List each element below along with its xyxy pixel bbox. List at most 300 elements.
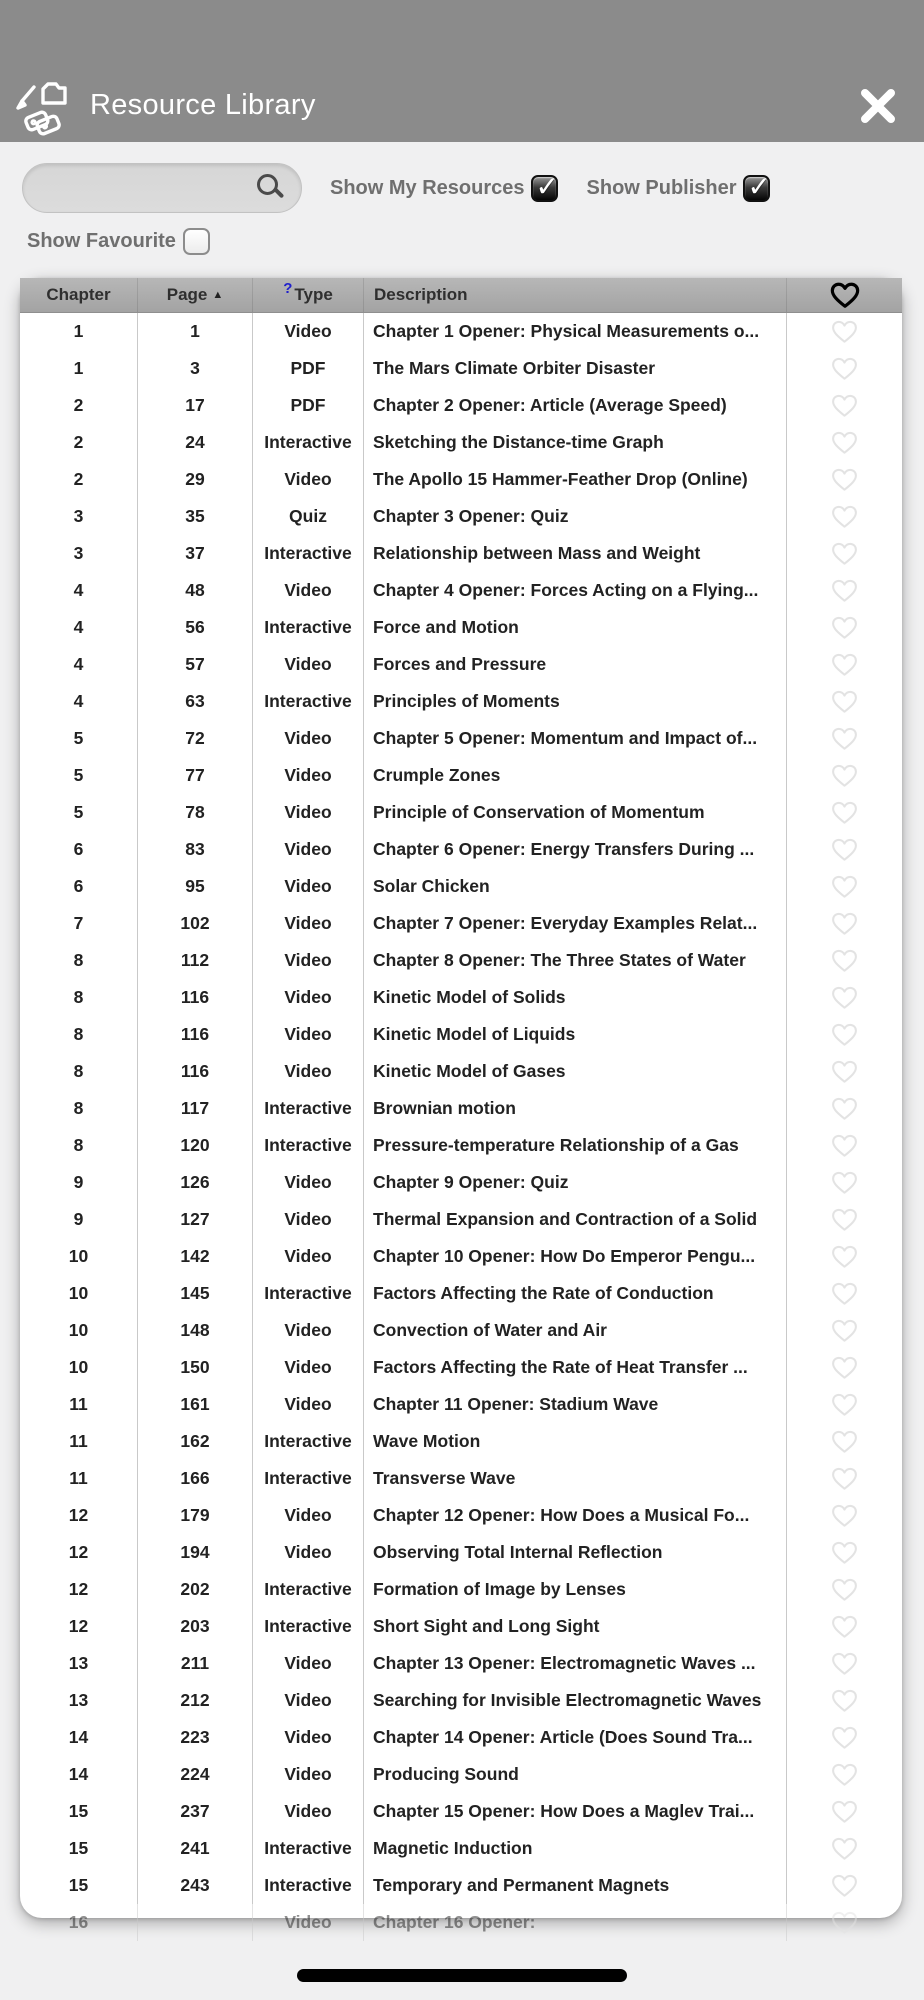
favourite-heart-icon	[831, 1726, 858, 1750]
cell-chapter: 5	[20, 720, 138, 757]
favourite-toggle-button[interactable]	[831, 1171, 858, 1195]
table-row[interactable]	[20, 1016, 902, 1053]
cell-page: 83	[138, 831, 253, 868]
show-publisher-label: Show Publisher	[586, 176, 737, 199]
favourite-toggle-button[interactable]	[831, 320, 858, 344]
cell-type: Video	[253, 1497, 364, 1534]
cell-page: 224	[138, 1756, 253, 1793]
cell-page: 150	[138, 1349, 253, 1386]
cell-type: Video	[253, 1756, 364, 1793]
table-row[interactable]	[20, 1349, 902, 1386]
favourite-toggle-button[interactable]	[831, 1060, 858, 1084]
table-row[interactable]	[20, 1127, 902, 1164]
cell-description: Sketching the Distance-time Graph	[364, 424, 787, 461]
cell-chapter: 9	[20, 1201, 138, 1238]
cell-type: Quiz	[253, 498, 364, 535]
table-row[interactable]	[20, 1201, 902, 1238]
cell-chapter: 3	[20, 498, 138, 535]
cell-chapter: 6	[20, 831, 138, 868]
cell-chapter: 2	[20, 461, 138, 498]
cell-description: Chapter 13 Opener: Electromagnetic Waves ...	[364, 1645, 787, 1682]
cell-description: Crumple Zones	[364, 757, 787, 794]
favourite-heart-icon	[831, 1800, 858, 1824]
show-publisher-checkbox[interactable]	[743, 175, 770, 202]
cell-description: Kinetic Model of Gases	[364, 1053, 787, 1090]
cell-page: 102	[138, 905, 253, 942]
cell-chapter: 13	[20, 1682, 138, 1719]
cell-type: Video	[253, 1534, 364, 1571]
cell-chapter: 10	[20, 1349, 138, 1386]
cell-page: 78	[138, 794, 253, 831]
cell-chapter: 8	[20, 1016, 138, 1053]
cell-page: 116	[138, 1016, 253, 1053]
cell-type: Video	[253, 1793, 364, 1830]
cell-type: PDF	[253, 387, 364, 424]
favourite-toggle-button[interactable]	[831, 653, 858, 677]
cell-page: 166	[138, 1460, 253, 1497]
favourite-heart-icon	[831, 875, 858, 899]
table-row[interactable]	[20, 1867, 902, 1904]
cell-description: The Mars Climate Orbiter Disaster	[364, 350, 787, 387]
cell-description: Chapter 3 Opener: Quiz	[364, 498, 787, 535]
cell-page: 117	[138, 1090, 253, 1127]
favourite-toggle-button[interactable]	[831, 1393, 858, 1417]
table-row[interactable]	[20, 831, 902, 868]
resource-table	[20, 278, 902, 1932]
table-row[interactable]	[20, 1312, 902, 1349]
cell-description: Chapter 15 Opener: How Does a Maglev Trai...	[364, 1793, 787, 1830]
cell-page: 17	[138, 387, 253, 424]
favourite-toggle-button[interactable]	[831, 394, 858, 418]
table-row[interactable]	[20, 1164, 902, 1201]
table-row[interactable]	[20, 979, 902, 1016]
favourite-heart-icon	[831, 1504, 858, 1528]
cell-type: Video	[253, 942, 364, 979]
favourite-heart-icon	[831, 542, 858, 566]
cell-page: 142	[138, 1238, 253, 1275]
table-row[interactable]	[20, 424, 902, 461]
cell-description: Chapter 2 Opener: Article (Average Speed)	[364, 387, 787, 424]
cell-description: Formation of Image by Lenses	[364, 1571, 787, 1608]
favourite-toggle-button[interactable]	[831, 1430, 858, 1454]
cell-chapter: 3	[20, 535, 138, 572]
cell-chapter: 9	[20, 1164, 138, 1201]
column-header-page[interactable]: Page ▲	[138, 278, 253, 312]
cell-type: Video	[253, 1645, 364, 1682]
favourite-toggle-button[interactable]	[831, 912, 858, 936]
cell-description: Observing Total Internal Reflection	[364, 1534, 787, 1571]
favourite-heart-icon	[831, 1874, 858, 1898]
cell-chapter: 8	[20, 1053, 138, 1090]
cell-type: Video	[253, 794, 364, 831]
cell-type: Interactive	[253, 1423, 364, 1460]
search-field-wrap	[22, 163, 302, 213]
cell-description: Chapter 9 Opener: Quiz	[364, 1164, 787, 1201]
favourite-heart-icon	[831, 1023, 858, 1047]
cell-chapter: 1	[20, 350, 138, 387]
favourite-heart-icon	[831, 1911, 858, 1935]
cell-chapter: 11	[20, 1423, 138, 1460]
favourite-toggle-button[interactable]	[831, 1689, 858, 1713]
table-body	[20, 313, 902, 1941]
cell-description: The Apollo 15 Hammer-Feather Drop (Online)	[364, 461, 787, 498]
cell-chapter: 12	[20, 1497, 138, 1534]
table-row[interactable]	[20, 868, 902, 905]
cell-page: 95	[138, 868, 253, 905]
cell-description: Chapter 1 Opener: Physical Measurements o...	[364, 313, 787, 350]
favourite-toggle-button[interactable]	[831, 875, 858, 899]
favourite-toggle-button[interactable]	[831, 1800, 858, 1824]
cell-page: 48	[138, 572, 253, 609]
cell-chapter: 4	[20, 683, 138, 720]
table-row[interactable]	[20, 498, 902, 535]
cell-page: 127	[138, 1201, 253, 1238]
favourite-toggle-button[interactable]	[831, 801, 858, 825]
table-row[interactable]	[20, 535, 902, 572]
cell-page: 116	[138, 979, 253, 1016]
favourite-heart-icon	[831, 505, 858, 529]
favourite-toggle-button[interactable]	[831, 1763, 858, 1787]
favourite-heart-icon	[831, 1171, 858, 1195]
cell-page: 35	[138, 498, 253, 535]
favourite-heart-icon	[831, 1837, 858, 1861]
favourite-heart-icon	[831, 1245, 858, 1269]
table-row[interactable]	[20, 683, 902, 720]
column-header-chapter[interactable]: Chapter	[20, 278, 138, 312]
cell-type: Video	[253, 831, 364, 868]
cell-chapter: 8	[20, 1127, 138, 1164]
page-title: Resource Library	[90, 89, 316, 121]
table-row[interactable]	[20, 1830, 902, 1867]
cell-description: Solar Chicken	[364, 868, 787, 905]
show-favourite-label: Show Favourite	[27, 229, 176, 252]
cell-type: Video	[253, 1238, 364, 1275]
cell-page	[138, 1904, 253, 1941]
table-row[interactable]	[20, 313, 902, 350]
table-row[interactable]	[20, 1534, 902, 1571]
cell-type: Video	[253, 905, 364, 942]
cell-type: Interactive	[253, 424, 364, 461]
cell-description: Chapter 14 Opener: Article (Does Sound Tra...	[364, 1719, 787, 1756]
cell-chapter: 16	[20, 1904, 138, 1941]
table-row[interactable]	[20, 1275, 902, 1312]
cell-type: Video	[253, 1682, 364, 1719]
cell-chapter: 14	[20, 1756, 138, 1793]
cell-description: Temporary and Permanent Magnets	[364, 1867, 787, 1904]
cell-chapter: 8	[20, 1090, 138, 1127]
cell-type: Video	[253, 1053, 364, 1090]
cell-description: Chapter 4 Opener: Forces Acting on a Flying...	[364, 572, 787, 609]
cell-chapter: 11	[20, 1460, 138, 1497]
favourite-heart-icon	[831, 1467, 858, 1491]
cell-chapter: 4	[20, 572, 138, 609]
favourite-toggle-button[interactable]	[831, 1245, 858, 1269]
show-my-resources-label: Show My Resources	[330, 176, 525, 199]
cell-page: 112	[138, 942, 253, 979]
table-row[interactable]	[20, 905, 902, 942]
search-icon	[257, 174, 278, 195]
resource-library-icon	[14, 80, 68, 138]
table-row[interactable]	[20, 1719, 902, 1756]
table-row[interactable]	[20, 942, 902, 979]
cell-description: Force and Motion	[364, 609, 787, 646]
cell-description: Short Sight and Long Sight	[364, 1608, 787, 1645]
cell-description: Transverse Wave	[364, 1460, 787, 1497]
cell-page: 3	[138, 350, 253, 387]
favourite-heart-icon	[831, 1356, 858, 1380]
cell-description: Magnetic Induction	[364, 1830, 787, 1867]
cell-type: Interactive	[253, 1127, 364, 1164]
cell-page: 241	[138, 1830, 253, 1867]
favourite-toggle-button[interactable]	[831, 1282, 858, 1306]
cell-page: 194	[138, 1534, 253, 1571]
cell-page: 116	[138, 1053, 253, 1090]
table-row[interactable]	[20, 1386, 902, 1423]
cell-chapter: 10	[20, 1312, 138, 1349]
cell-chapter: 5	[20, 757, 138, 794]
cell-type: PDF	[253, 350, 364, 387]
favourite-toggle-button[interactable]	[831, 431, 858, 455]
favourite-toggle-button[interactable]	[831, 986, 858, 1010]
favourite-toggle-button[interactable]	[831, 1467, 858, 1491]
favourite-heart-icon	[831, 357, 858, 381]
cell-type: Video	[253, 979, 364, 1016]
favourite-heart-icon	[831, 1652, 858, 1676]
favourite-toggle-button[interactable]	[831, 579, 858, 603]
favourite-filter-row	[27, 226, 210, 256]
cell-type: Interactive	[253, 1830, 364, 1867]
cell-description: Forces and Pressure	[364, 646, 787, 683]
favourite-toggle-button[interactable]	[831, 764, 858, 788]
favourite-toggle-button[interactable]	[831, 1726, 858, 1750]
cell-description: Chapter 6 Opener: Energy Transfers During ...	[364, 831, 787, 868]
favourite-toggle-button[interactable]	[831, 949, 858, 973]
table-row[interactable]	[20, 1423, 902, 1460]
cell-description: Factors Affecting the Rate of Conduction	[364, 1275, 787, 1312]
favourite-toggle-button[interactable]	[831, 1097, 858, 1121]
favourite-heart-icon	[831, 320, 858, 344]
cell-description: Chapter 5 Opener: Momentum and Impact of...	[364, 720, 787, 757]
favourite-toggle-button[interactable]	[831, 727, 858, 751]
cell-chapter: 8	[20, 979, 138, 1016]
cell-chapter: 7	[20, 905, 138, 942]
favourite-heart-icon	[831, 1763, 858, 1787]
cell-type: Video	[253, 757, 364, 794]
cell-description: Thermal Expansion and Contraction of a Solid	[364, 1201, 787, 1238]
favourite-toggle-button[interactable]	[831, 468, 858, 492]
cell-page: 29	[138, 461, 253, 498]
cell-chapter: 15	[20, 1867, 138, 1904]
show-my-resources-checkbox[interactable]	[531, 175, 558, 202]
favourite-toggle-button[interactable]	[831, 1541, 858, 1565]
table-row[interactable]	[20, 1645, 902, 1682]
favourite-heart-icon	[831, 1097, 858, 1121]
cell-description: Chapter 12 Opener: How Does a Musical Fo...	[364, 1497, 787, 1534]
show-favourite-checkbox[interactable]	[183, 228, 210, 255]
table-row[interactable]	[20, 609, 902, 646]
favourite-toggle-button[interactable]	[831, 1319, 858, 1343]
cell-page: 223	[138, 1719, 253, 1756]
cell-type: Interactive	[253, 683, 364, 720]
table-row[interactable]	[20, 461, 902, 498]
cell-description: Chapter 7 Opener: Everyday Examples Relat...	[364, 905, 787, 942]
cell-page: 203	[138, 1608, 253, 1645]
table-row[interactable]	[20, 757, 902, 794]
cell-type: Interactive	[253, 1275, 364, 1312]
favourite-toggle-button[interactable]	[831, 357, 858, 381]
cell-chapter: 10	[20, 1275, 138, 1312]
cell-chapter: 4	[20, 646, 138, 683]
type-help-icon[interactable]: ?	[283, 279, 293, 297]
cell-page: 211	[138, 1645, 253, 1682]
cell-page: 1	[138, 313, 253, 350]
cell-page: 148	[138, 1312, 253, 1349]
favourite-heart-icon	[831, 1393, 858, 1417]
favourite-heart-icon	[831, 579, 858, 603]
table-row[interactable]	[20, 646, 902, 683]
cell-page: 145	[138, 1275, 253, 1312]
cell-description: Chapter 10 Opener: How Do Emperor Pengu...	[364, 1238, 787, 1275]
cell-chapter: 12	[20, 1571, 138, 1608]
cell-description: Principle of Conservation of Momentum	[364, 794, 787, 831]
favourite-toggle-button[interactable]	[831, 690, 858, 714]
favourite-heart-icon	[831, 1282, 858, 1306]
table-row[interactable]	[20, 1608, 902, 1645]
favourite-heart-icon	[831, 1134, 858, 1158]
favourite-heart-icon	[831, 727, 858, 751]
favourite-heart-icon	[831, 1060, 858, 1084]
favourite-heart-icon	[831, 1430, 858, 1454]
cell-description: Chapter 16 Opener:	[364, 1904, 787, 1941]
favourite-heart-icon	[831, 1541, 858, 1565]
cell-page: 72	[138, 720, 253, 757]
cell-chapter: 13	[20, 1645, 138, 1682]
table-row[interactable]	[20, 1793, 902, 1830]
favourite-toggle-button[interactable]	[831, 616, 858, 640]
cell-chapter: 1	[20, 313, 138, 350]
cell-type: Interactive	[253, 1460, 364, 1497]
favourite-heart-icon	[831, 986, 858, 1010]
favourite-toggle-button[interactable]	[831, 1874, 858, 1898]
favourite-heart-icon	[831, 1319, 858, 1343]
table-row[interactable]	[20, 720, 902, 757]
table-row[interactable]	[20, 1497, 902, 1534]
favourite-heart-icon	[831, 431, 858, 455]
cell-type: Video	[253, 1386, 364, 1423]
favourite-toggle-button[interactable]	[831, 1504, 858, 1528]
cell-description: Factors Affecting the Rate of Heat Transfer ...	[364, 1349, 787, 1386]
table-row[interactable]	[20, 1238, 902, 1275]
table-row[interactable]	[20, 1756, 902, 1793]
cell-page: 212	[138, 1682, 253, 1719]
table-header	[20, 278, 902, 313]
cell-chapter: 5	[20, 794, 138, 831]
favourite-toggle-button[interactable]	[831, 1615, 858, 1639]
cell-chapter: 4	[20, 609, 138, 646]
cell-type: Interactive	[253, 1867, 364, 1904]
favourite-toggle-button[interactable]	[831, 1837, 858, 1861]
cell-chapter: 2	[20, 387, 138, 424]
cell-type: Video	[253, 1719, 364, 1756]
cell-description: Principles of Moments	[364, 683, 787, 720]
cell-description: Brownian motion	[364, 1090, 787, 1127]
cell-chapter: 15	[20, 1830, 138, 1867]
cell-description: Pressure-temperature Relationship of a Gas	[364, 1127, 787, 1164]
cell-chapter: 15	[20, 1793, 138, 1830]
cell-page: 126	[138, 1164, 253, 1201]
cell-page: 24	[138, 424, 253, 461]
table-row[interactable]	[20, 1053, 902, 1090]
cell-type: Video	[253, 1904, 364, 1941]
table-row[interactable]	[20, 350, 902, 387]
table-row[interactable]	[20, 1904, 902, 1941]
favourite-toggle-button[interactable]	[831, 1208, 858, 1232]
favourite-toggle-button[interactable]	[831, 1578, 858, 1602]
cell-page: 37	[138, 535, 253, 572]
cell-type: Interactive	[253, 1090, 364, 1127]
home-indicator[interactable]	[297, 1969, 627, 1982]
cell-description: Relationship between Mass and Weight	[364, 535, 787, 572]
column-header-description[interactable]: Description	[364, 278, 787, 312]
cell-page: 202	[138, 1571, 253, 1608]
cell-type: Interactive	[253, 1571, 364, 1608]
column-header-type[interactable]: ? Type	[253, 278, 364, 312]
favourite-heart-icon	[831, 1615, 858, 1639]
favourite-toggle-button[interactable]	[831, 542, 858, 566]
favourite-heart-icon	[831, 801, 858, 825]
close-button[interactable]	[856, 84, 900, 128]
favourite-heart-icon	[831, 468, 858, 492]
cell-chapter: 2	[20, 424, 138, 461]
cell-type: Video	[253, 572, 364, 609]
favourite-toggle-button[interactable]	[831, 1023, 858, 1047]
favourite-toggle-button[interactable]	[831, 1911, 858, 1935]
cell-type: Interactive	[253, 609, 364, 646]
cell-type: Video	[253, 1349, 364, 1386]
cell-description: Kinetic Model of Liquids	[364, 1016, 787, 1053]
favourite-heart-icon	[831, 912, 858, 936]
cell-description: Wave Motion	[364, 1423, 787, 1460]
favourite-toggle-button[interactable]	[831, 1134, 858, 1158]
favourite-heart-icon	[831, 653, 858, 677]
cell-type: Video	[253, 646, 364, 683]
table-row[interactable]	[20, 1571, 902, 1608]
favourite-heart-icon	[831, 616, 858, 640]
table-row[interactable]	[20, 794, 902, 831]
cell-type: Video	[253, 313, 364, 350]
favourite-toggle-button[interactable]	[831, 1356, 858, 1380]
cell-description: Chapter 11 Opener: Stadium Wave	[364, 1386, 787, 1423]
favourite-heart-icon	[831, 690, 858, 714]
cell-type: Video	[253, 1201, 364, 1238]
favourite-heart-icon	[831, 394, 858, 418]
table-row[interactable]	[20, 387, 902, 424]
favourite-toggle-button[interactable]	[831, 505, 858, 529]
table-row[interactable]	[20, 1090, 902, 1127]
table-row[interactable]	[20, 572, 902, 609]
column-header-favourite[interactable]	[787, 278, 902, 312]
favourite-toggle-button[interactable]	[831, 1652, 858, 1676]
cell-chapter: 6	[20, 868, 138, 905]
cell-page: 243	[138, 1867, 253, 1904]
favourite-toggle-button[interactable]	[831, 838, 858, 862]
table-row[interactable]	[20, 1460, 902, 1497]
table-row[interactable]	[20, 1682, 902, 1719]
cell-description: Searching for Invisible Electromagnetic Waves	[364, 1682, 787, 1719]
cell-page: 57	[138, 646, 253, 683]
titlebar	[0, 0, 924, 142]
favourite-heart-icon	[831, 1208, 858, 1232]
